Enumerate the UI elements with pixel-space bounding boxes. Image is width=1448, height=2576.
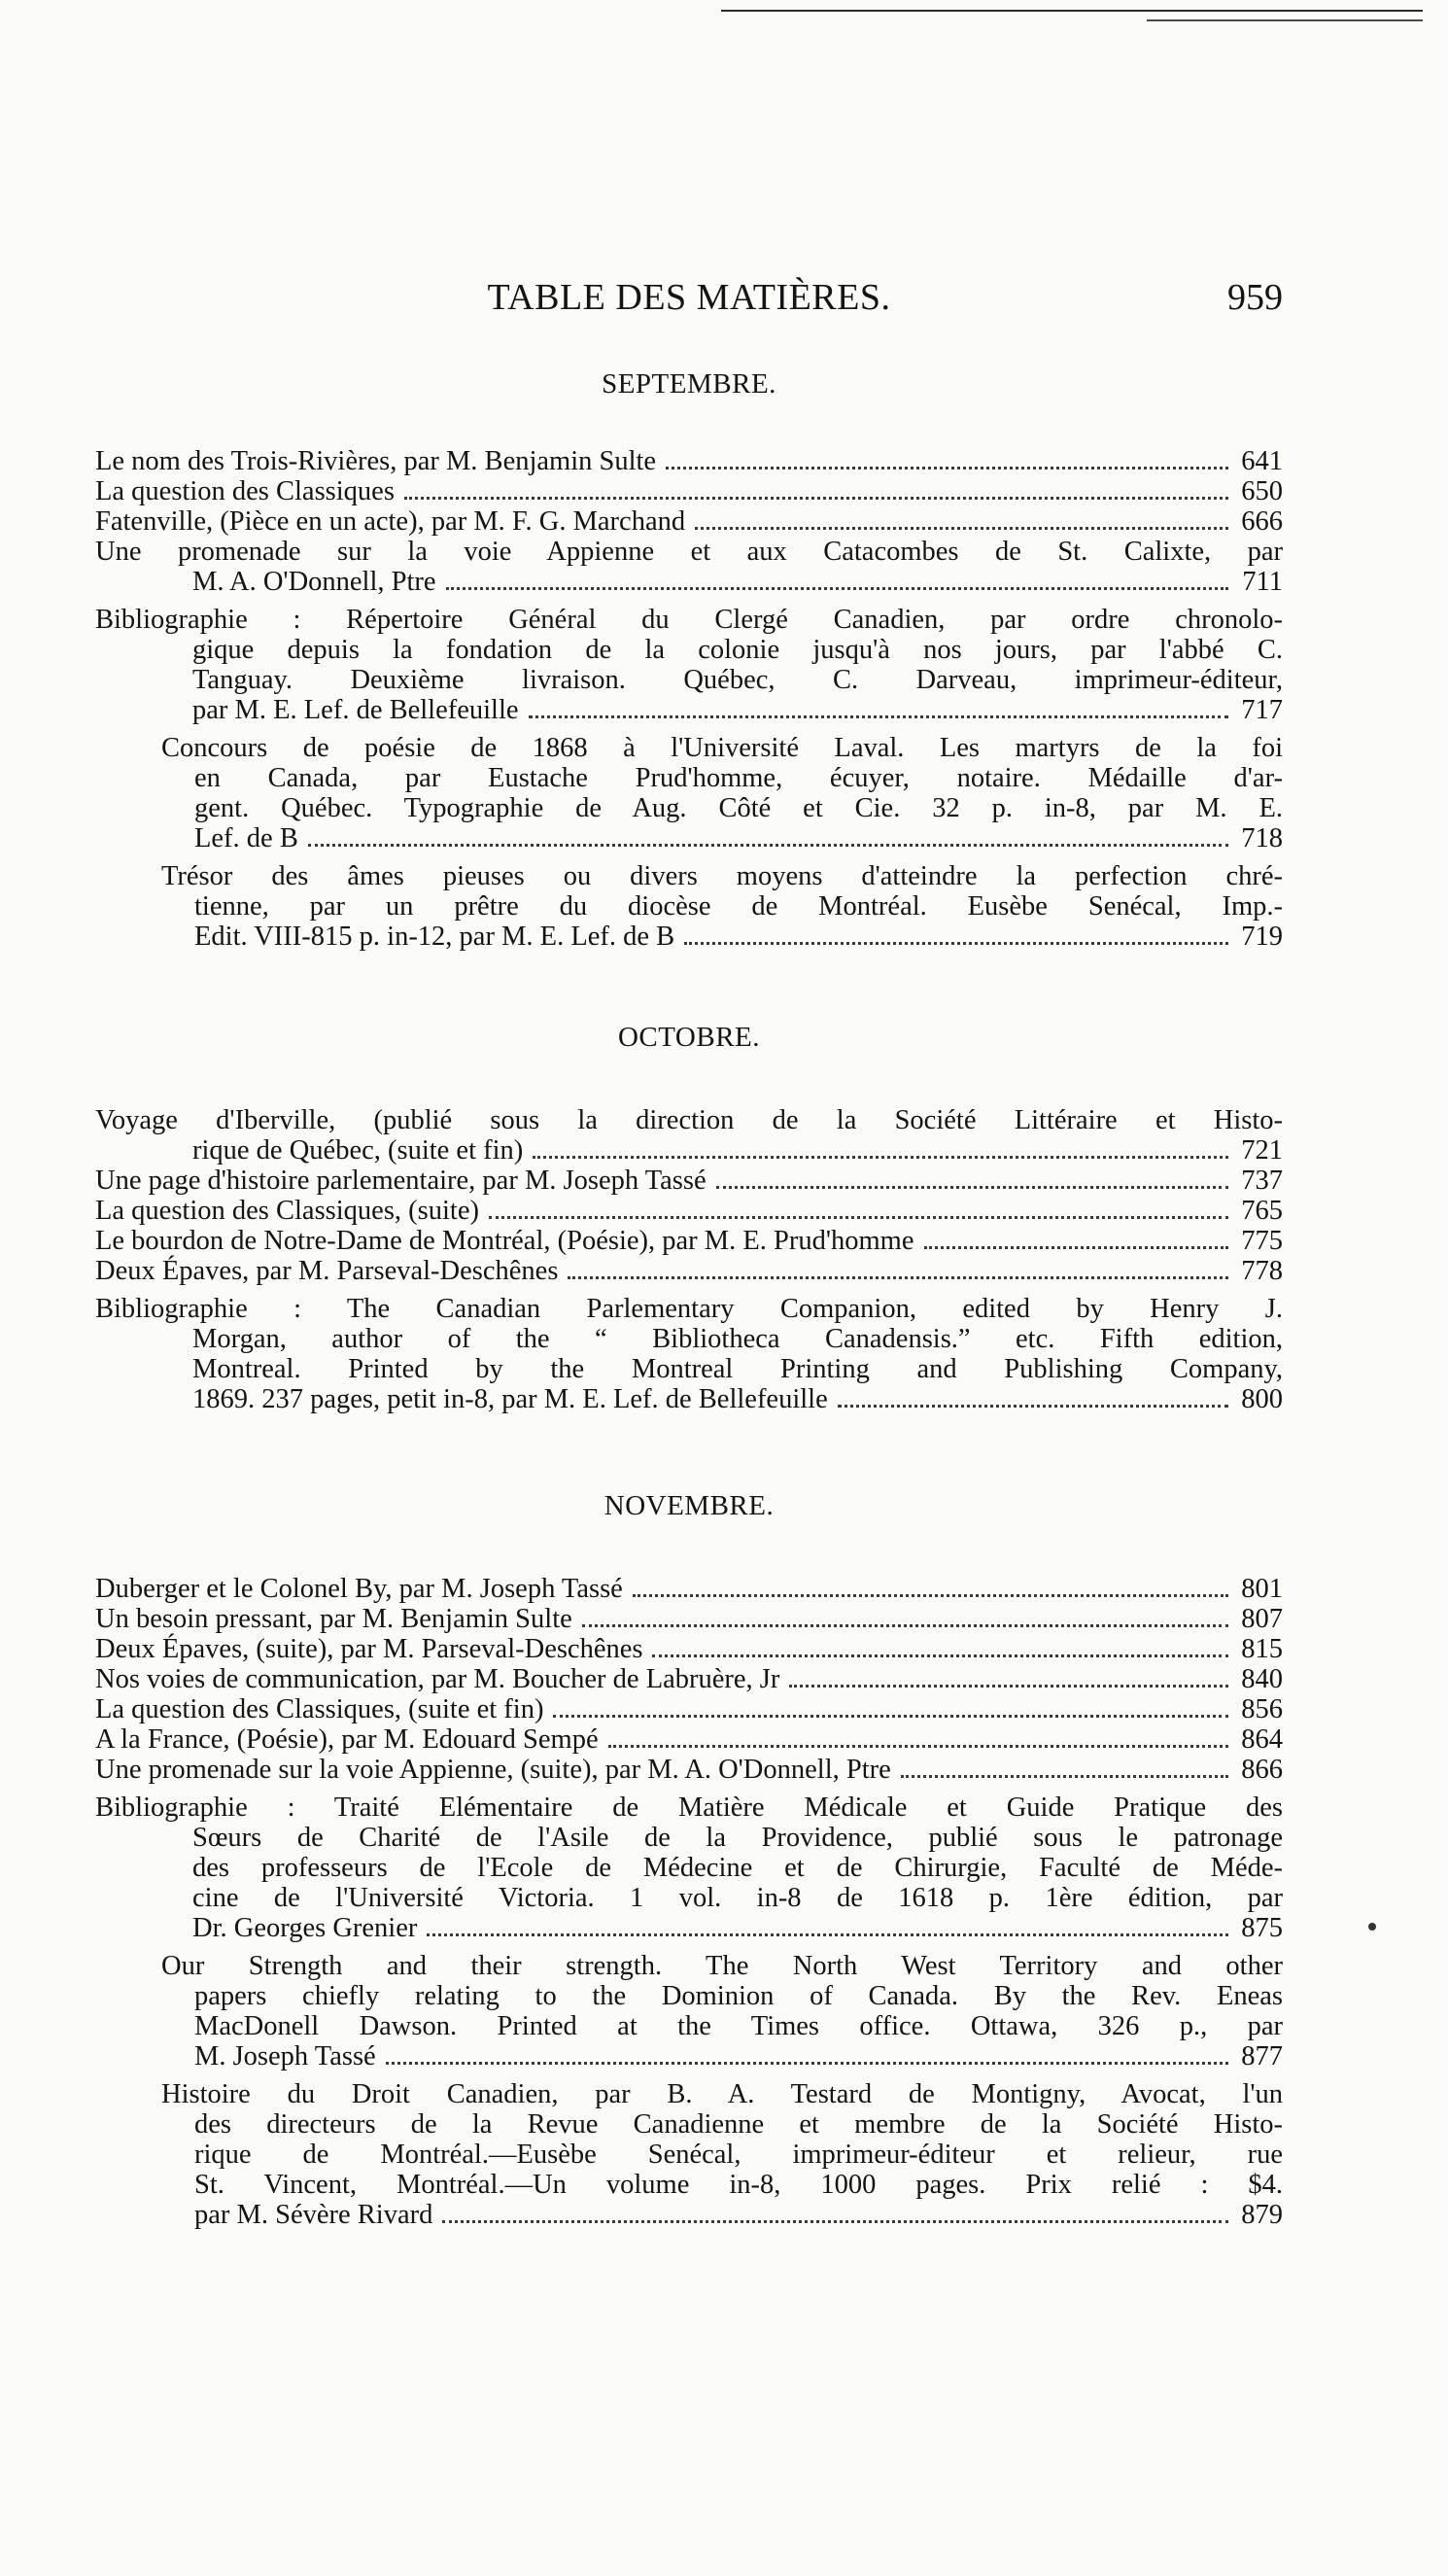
entry-line <box>95 1106 1283 1136</box>
entry-page-number: 856 <box>1241 1694 1283 1724</box>
toc-entry <box>95 734 1283 854</box>
entry-line <box>161 1952 1283 1982</box>
toc-entry <box>95 1106 1283 1166</box>
entry-text: Une page d'histoire parlementaire, par M. Joseph Tassé <box>95 1166 707 1196</box>
entry-text: Duberger et le Colonel By, par M. Joseph Tassé <box>95 1574 623 1604</box>
dot-leader <box>442 2220 1228 2223</box>
entry-line <box>95 1793 1283 1824</box>
toc-entry <box>95 862 1283 953</box>
entry-line <box>95 538 1283 568</box>
entry-line <box>95 1166 1283 1197</box>
entry-text: Lef. de B <box>194 823 298 853</box>
dot-leader <box>716 1186 1228 1189</box>
dot-leader <box>608 1745 1228 1748</box>
entry-page-number: 866 <box>1241 1755 1283 1785</box>
entry-text: Deux Épaves, (suite), par M. Parseval-Deschênes <box>95 1634 643 1664</box>
entry-line <box>95 1884 1283 1914</box>
entry-text: Bibliographie : The Canadian Parlementary Companion, edited by Henry J. <box>95 1294 1283 1324</box>
dot-leader <box>666 467 1228 470</box>
entry-page-number: 778 <box>1241 1256 1283 1286</box>
entry-page-number: 801 <box>1241 1574 1283 1604</box>
entry-text: La question des Classiques, (suite et fin) <box>95 1694 544 1724</box>
entry-line <box>161 892 1283 922</box>
entry-line <box>161 764 1283 794</box>
entry-page-number: 775 <box>1241 1226 1283 1256</box>
entry-page-number: 765 <box>1241 1196 1283 1226</box>
entry-text: Montreal. Printed by the Montreal Printing and Publishing Company, <box>192 1354 1283 1384</box>
entry-line <box>95 507 1283 538</box>
entry-line <box>161 2171 1283 2201</box>
entry-text: Bibliographie : Traité Elémentaire de Matière Médicale et Guide Pratique des <box>95 1793 1283 1823</box>
dot-leader <box>789 1685 1228 1688</box>
entry-line <box>161 734 1283 764</box>
entry-line <box>95 1136 1283 1166</box>
entry-text: Nos voies de communication, par M. Boucher de Labruère, Jr <box>95 1664 780 1694</box>
entry-line <box>95 1635 1283 1665</box>
entry-line <box>95 1824 1283 1854</box>
entry-text: en Canada, par Eustache Prud'homme, écuyer, notaire. Médaille d'ar- <box>194 763 1283 793</box>
entry-text: Sœurs de Charité de l'Asile de la Providence, publié sous le patronage <box>192 1823 1283 1853</box>
entry-line <box>161 2141 1283 2171</box>
table-of-contents <box>95 369 1283 2231</box>
toc-entry <box>95 1166 1283 1197</box>
dot-leader <box>582 1624 1228 1627</box>
entry-line <box>95 1355 1283 1385</box>
toc-entry <box>95 1295 1283 1415</box>
entry-text: MacDonell Dawson. Printed at the Times office. Ottawa, 326 p., par <box>194 2011 1283 2041</box>
entry-text: Tanguay. Deuxième livraison. Québec, C. Darveau, imprimeur-éditeur, <box>192 665 1283 695</box>
entry-text: A la France, (Poésie), par M. Edouard Sempé <box>95 1724 599 1755</box>
page-title: TABLE DES MATIÈRES. <box>487 277 891 318</box>
entry-text: par M. E. Lef. de Bellefeuille <box>192 695 519 725</box>
entry-text: Trésor des âmes pieuses ou divers moyens d'atteindre la perfection chré- <box>161 861 1283 891</box>
entry-page-number: 800 <box>1241 1384 1283 1414</box>
dot-leader <box>404 497 1228 500</box>
entry-line <box>95 1914 1283 1944</box>
entry-line <box>161 862 1283 892</box>
entry-line <box>161 2110 1283 2141</box>
entry-text: gent. Québec. Typographie de Aug. Côté et Cie. 32 p. in-8, par M. E. <box>194 793 1283 823</box>
toc-entry <box>95 1257 1283 1287</box>
entry-page-number: 718 <box>1241 823 1283 853</box>
entry-page-number: 807 <box>1241 1604 1283 1634</box>
entry-text: des professeurs de l'Ecole de Médecine et de Chirurgie, Faculté de Méde- <box>192 1853 1283 1883</box>
dot-leader <box>386 2062 1228 2065</box>
entry-text: rique de Montréal.—Eusèbe Senécal, imprimeur-éditeur et relieur, rue <box>194 2140 1283 2170</box>
entry-text: Le nom des Trois-Rivières, par M. Benjamin Sulte <box>95 446 657 476</box>
entry-text: papers chiefly relating to the Dominion of Canada. By the Rev. Eneas <box>194 1981 1283 2011</box>
entry-text: Our Strength and their strength. The North West Territory and other <box>161 1951 1283 1981</box>
entry-text: cine de l'Université Victoria. 1 vol. in-8 de 1618 p. 1ère édition, par <box>192 1883 1283 1913</box>
entry-page-number: 719 <box>1241 922 1283 952</box>
entry-line <box>161 2080 1283 2110</box>
entry-text: Un besoin pressant, par M. Benjamin Sulte <box>95 1604 572 1634</box>
toc-entry <box>95 1793 1283 1944</box>
entry-line <box>95 477 1283 507</box>
top-rule <box>721 10 1423 12</box>
entry-text: tienne, par un prêtre du diocèse de Montréal. Eusèbe Senécal, Imp.- <box>194 891 1283 922</box>
entry-page-number: 815 <box>1241 1634 1283 1664</box>
page-number: 959 <box>1227 277 1283 318</box>
entry-line <box>161 824 1283 854</box>
dot-leader <box>533 1156 1228 1159</box>
top-rule-short <box>1147 19 1423 21</box>
dot-leader <box>427 1933 1228 1936</box>
dot-leader <box>553 1715 1228 1718</box>
entry-line <box>95 1257 1283 1287</box>
section-title: SEPTEMBRE. <box>602 368 776 400</box>
entry-line <box>95 606 1283 636</box>
entry-line <box>95 568 1283 598</box>
toc-entry <box>95 1725 1283 1756</box>
entry-page-number: 650 <box>1241 476 1283 506</box>
entry-line <box>95 1295 1283 1325</box>
running-header <box>95 272 1283 331</box>
entry-line <box>95 1325 1283 1355</box>
entry-text: Deux Épaves, par M. Parseval-Deschênes <box>95 1256 559 1286</box>
entry-line <box>95 1695 1283 1725</box>
toc-entry <box>95 1575 1283 1605</box>
entry-line <box>161 922 1283 953</box>
toc-entry <box>95 1605 1283 1635</box>
toc-entry <box>95 1227 1283 1257</box>
entry-text: Le bourdon de Notre-Dame de Montréal, (Poésie), par M. E. Prud'homme <box>95 1226 914 1256</box>
entry-text: M. A. O'Donnell, Ptre <box>192 567 436 597</box>
entry-line <box>95 1725 1283 1756</box>
entry-line <box>95 1756 1283 1786</box>
entry-page-number: 711 <box>1242 567 1283 597</box>
entry-line <box>161 794 1283 824</box>
toc-entry <box>95 1197 1283 1227</box>
entry-line <box>95 1575 1283 1605</box>
entry-line <box>95 1197 1283 1227</box>
entry-text: M. Joseph Tassé <box>194 2041 376 2071</box>
entry-line <box>161 2042 1283 2072</box>
entry-text: par M. Sévère Rivard <box>194 2200 433 2230</box>
entry-text: rique de Québec, (suite et fin) <box>192 1135 524 1166</box>
entry-page-number: 864 <box>1241 1724 1283 1755</box>
entry-text: Dr. Georges Grenier <box>192 1913 418 1943</box>
entry-page-number: 737 <box>1241 1166 1283 1196</box>
entry-line <box>95 1605 1283 1635</box>
entry-text: Edit. VIII-815 p. in-12, par M. E. Lef. de B <box>194 922 675 952</box>
toc-entry <box>95 477 1283 507</box>
section-title: NOVEMBRE. <box>603 1490 775 1521</box>
dot-leader <box>568 1276 1228 1279</box>
toc-entry <box>95 1695 1283 1725</box>
toc-entry <box>95 1952 1283 2072</box>
toc-entry <box>95 606 1283 726</box>
section-title: OCTOBRE. <box>617 1022 761 1053</box>
toc-entry <box>95 1665 1283 1695</box>
entry-line <box>95 696 1283 726</box>
dot-leader <box>901 1775 1228 1778</box>
entry-text: Histoire du Droit Canadien, par B. A. Testard de Montigny, Avocat, l'un <box>161 2079 1283 2109</box>
dot-leader <box>924 1246 1229 1249</box>
toc-entry <box>95 447 1283 477</box>
toc-entry <box>95 507 1283 538</box>
entry-line <box>161 2012 1283 2042</box>
section-3 <box>95 1491 1283 2231</box>
entry-page-number: 717 <box>1241 695 1283 725</box>
dot-leader <box>838 1405 1228 1408</box>
dot-leader <box>308 844 1228 847</box>
toc-entry <box>95 1635 1283 1665</box>
entry-line <box>95 1227 1283 1257</box>
entry-page-number: 666 <box>1241 506 1283 537</box>
entry-line <box>95 1665 1283 1695</box>
entry-page-number: 721 <box>1241 1135 1283 1166</box>
toc-entry <box>95 538 1283 598</box>
entry-text: Fatenville, (Pièce en un acte), par M. F. G. Marchand <box>95 506 686 537</box>
toc-entry <box>95 2080 1283 2231</box>
dot-leader <box>652 1654 1228 1657</box>
entry-page-number: 877 <box>1241 2041 1283 2071</box>
entry-text: La question des Classiques <box>95 476 395 506</box>
section-1 <box>95 369 1283 953</box>
dot-leader <box>529 715 1228 718</box>
entry-line <box>95 1854 1283 1884</box>
entry-text: St. Vincent, Montréal.—Un volume in-8, 1000 pages. Prix relié : $4. <box>194 2170 1283 2200</box>
entry-page-number: 641 <box>1241 446 1283 476</box>
entry-page-number: 840 <box>1241 1664 1283 1694</box>
entry-text: gique depuis la fondation de la colonie jusqu'à nos jours, par l'abbé C. <box>192 635 1283 665</box>
entry-page-number: 879 <box>1241 2200 1283 2230</box>
entry-text: Concours de poésie de 1868 à l'Université Laval. Les martyrs de la foi <box>161 733 1283 763</box>
entry-line <box>95 666 1283 696</box>
entry-line <box>95 1385 1283 1415</box>
entry-line <box>161 1982 1283 2012</box>
ink-speck <box>1368 1923 1376 1931</box>
dot-leader <box>695 527 1228 530</box>
entry-text: Bibliographie : Répertoire Général du Clergé Canadien, par ordre chronolo- <box>95 605 1283 635</box>
dot-leader <box>684 942 1228 945</box>
toc-entry <box>95 1756 1283 1786</box>
entry-text: Une promenade sur la voie Appienne, (suite), par M. A. O'Donnell, Ptre <box>95 1755 891 1785</box>
entry-line <box>161 2201 1283 2231</box>
dot-leader <box>446 587 1228 590</box>
dot-leader <box>489 1216 1228 1219</box>
entry-text: La question des Classiques, (suite) <box>95 1196 479 1226</box>
dot-leader <box>633 1594 1228 1597</box>
entry-page-number: 875 <box>1241 1913 1283 1943</box>
entry-text: Voyage d'Iberville, (publié sous la direction de la Société Littéraire et Histo- <box>95 1105 1283 1135</box>
entry-text: Une promenade sur la voie Appienne et aux Catacombes de St. Calixte, par <box>95 537 1283 567</box>
entry-line <box>95 447 1283 477</box>
entry-text: Morgan, author of the “ Bibliotheca Canadensis.” etc. Fifth edition, <box>192 1324 1283 1354</box>
section-2 <box>95 1023 1283 1415</box>
entry-text: 1869. 237 pages, petit in-8, par M. E. Lef. de Bellefeuille <box>192 1384 828 1414</box>
entry-text: des directeurs de la Revue Canadienne et membre de la Société Histo- <box>194 2109 1283 2140</box>
entry-line <box>95 636 1283 666</box>
